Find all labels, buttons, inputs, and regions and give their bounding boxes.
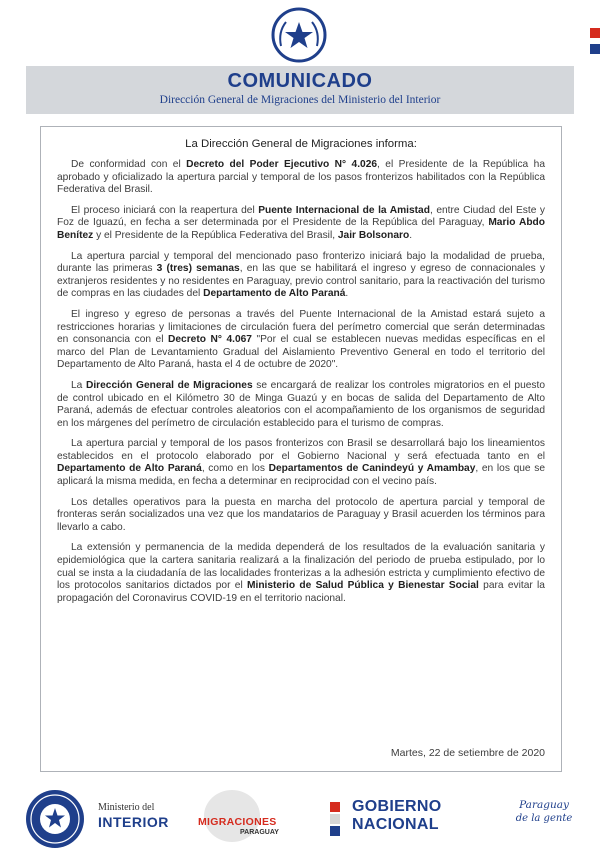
document-paragraph [57, 438, 545, 488]
page-title: COMUNICADO [227, 70, 373, 92]
text-run: . [345, 288, 349, 300]
republic-seal-icon [24, 788, 86, 850]
text-run: La [71, 379, 86, 391]
bold-run: Departamento de Alto Paraná [57, 463, 202, 475]
migraciones-line2: PARAGUAY [240, 829, 279, 836]
text-run: La extensión y permanencia de la medida dependerá de los resultados de la evaluación sanitaria y epidemiológica que la cartera sanitaria realizará a la finalización del periodo de prueba estipulado, por lo cual se insta a la ciudadanía de las localidades fronterizas a la adhesión estricta y cumplimiento efectivo de los protocolos sanitarios dictados por el [57, 542, 545, 592]
ministerio-line2: INTERIOR [98, 814, 169, 830]
header-band [26, 66, 574, 114]
text-run: La apertura parcial y temporal de los pasos fronterizos con Brasil se desarrollará bajo los lineamientos establecidos en el protocolo elaborado por el Gobierno Nacional y será efectuada tanto en el [57, 438, 545, 462]
paraguay-de-la-gente-logo [504, 798, 584, 826]
document-paragraph [57, 205, 545, 243]
document-heading: La Dirección General de Migraciones informa: [185, 138, 417, 150]
bold-run: Puente Internacional de la Amistad [258, 204, 430, 216]
gobierno-nacional-logo [330, 798, 470, 838]
bold-run: Decreto del Poder Ejecutivo N° 4.026 [186, 159, 378, 170]
document-body [57, 159, 545, 605]
text-run: , en las que se habilitará el ingreso y egreso de connacionales y extranjeros residentes y no residentes en Paraguay, previo control sanitario, para la reactivación del turismo de compras en las ciudades del [57, 263, 545, 300]
text-run: , entre Ciudad del Este y Foz de Iguazú, en fecha a ser determinada por el Presidente de la República del Paraguay, [57, 204, 546, 229]
document-box [40, 126, 562, 772]
bold-run: 3 (tres) semanas [156, 263, 240, 275]
page-subtitle: Dirección General de Migraciones del Ministerio del Interior [159, 94, 441, 106]
document-paragraph [57, 542, 545, 605]
text-run: Los detalles operativos para la puesta en marcha del protocolo de apertura parcial y temporal de fronteras serán socializados una vez que los mandatarios de Paraguay y Brasil acuerden los términos para llevarlo a cabo. [57, 496, 545, 533]
bold-run: Ministerio de Salud Pública y Bienestar Social [247, 580, 479, 592]
text-run: El ingreso y egreso de personas a través del Puente Internacional de la Amistad estará sujeto a restricciones horarias y limitaciones de circulación fuera del perímetro comercial que serán determinadas en consonancia con el [57, 308, 545, 346]
text-run: para evitar la propagación del Coronavirus COVID-19 en el territorio nacional. [57, 580, 545, 604]
text-run: , en los que se aplicará la misma medida, en fecha a determinar en reciprocidad con el vecino país. [57, 463, 546, 488]
bold-run: Decreto N° 4.067 [168, 334, 252, 346]
ministerio-line1: Ministerio del [98, 802, 155, 813]
text-run: De conformidad con el [71, 159, 187, 170]
text-run: , el Presidente de la República ha aprobado y oficializado la apertura parcial y temporal de los pasos fronterizos habilitados con la República Federativa del Brasil. [57, 159, 545, 196]
text-run: La apertura parcial y temporal del mencionado paso fronterizo iniciará bajo la modalidad de prueba, durante las primeras [57, 250, 545, 275]
ministerio-interior-logo [98, 802, 169, 830]
gobierno-line2: NACIONAL [352, 816, 439, 833]
bold-run: Mario Abdo Benítez [57, 217, 545, 241]
document-paragraph [57, 159, 545, 197]
text-run: , como en los [201, 463, 269, 475]
paraguay-line1: Paraguay [519, 799, 569, 811]
paraguay-line2: de la gente [515, 813, 573, 824]
text-run: El proceso iniciará con la reapertura del [71, 204, 259, 216]
text-run: . [409, 229, 413, 241]
bold-run: Departamentos de Canindeyú y Amambay [268, 463, 476, 475]
national-seal-icon [270, 6, 328, 64]
bold-run: Dirección General de Migraciones [85, 379, 253, 391]
bold-run: Departamento de Alto Paraná [203, 288, 346, 300]
text-run: y el Presidente de la República Federativa del Brasil, [93, 229, 338, 241]
flag-corner-decoration [590, 28, 600, 60]
document-paragraph [57, 251, 545, 301]
gobierno-line1: GOBIERNO [352, 798, 442, 815]
migraciones-logo [196, 788, 296, 844]
migraciones-line1: MIGRACIONES [198, 816, 277, 828]
text-run: se encargará de realizar los controles migratorios en el puesto de control ubicado en el Kilómetro 30 de Minga Guazú y en bocas de salida del Departamento de Alto Paraná, además de efectuar controles aleatorios con el acompañamiento de los organismos de seguridad en los márgenes del perímetro de circulación establecido para el turismo de compras. [57, 379, 545, 429]
document-paragraph [57, 309, 545, 372]
bold-run: Jair Bolsonaro [337, 229, 410, 241]
text-run: "Por el cual se establecen nuevas medidas específicas en el marco del Plan de Levantamiento Gradual del Aislamiento Preventivo General en todo el territorio del Departamento de Alto Paraná, hasta el 4 de octubre de 2020". [57, 334, 545, 371]
document-paragraph [57, 497, 545, 535]
footer-logos [0, 782, 600, 849]
document-paragraph [57, 380, 545, 430]
document-date: Martes, 22 de setiembre de 2020 [390, 747, 545, 759]
